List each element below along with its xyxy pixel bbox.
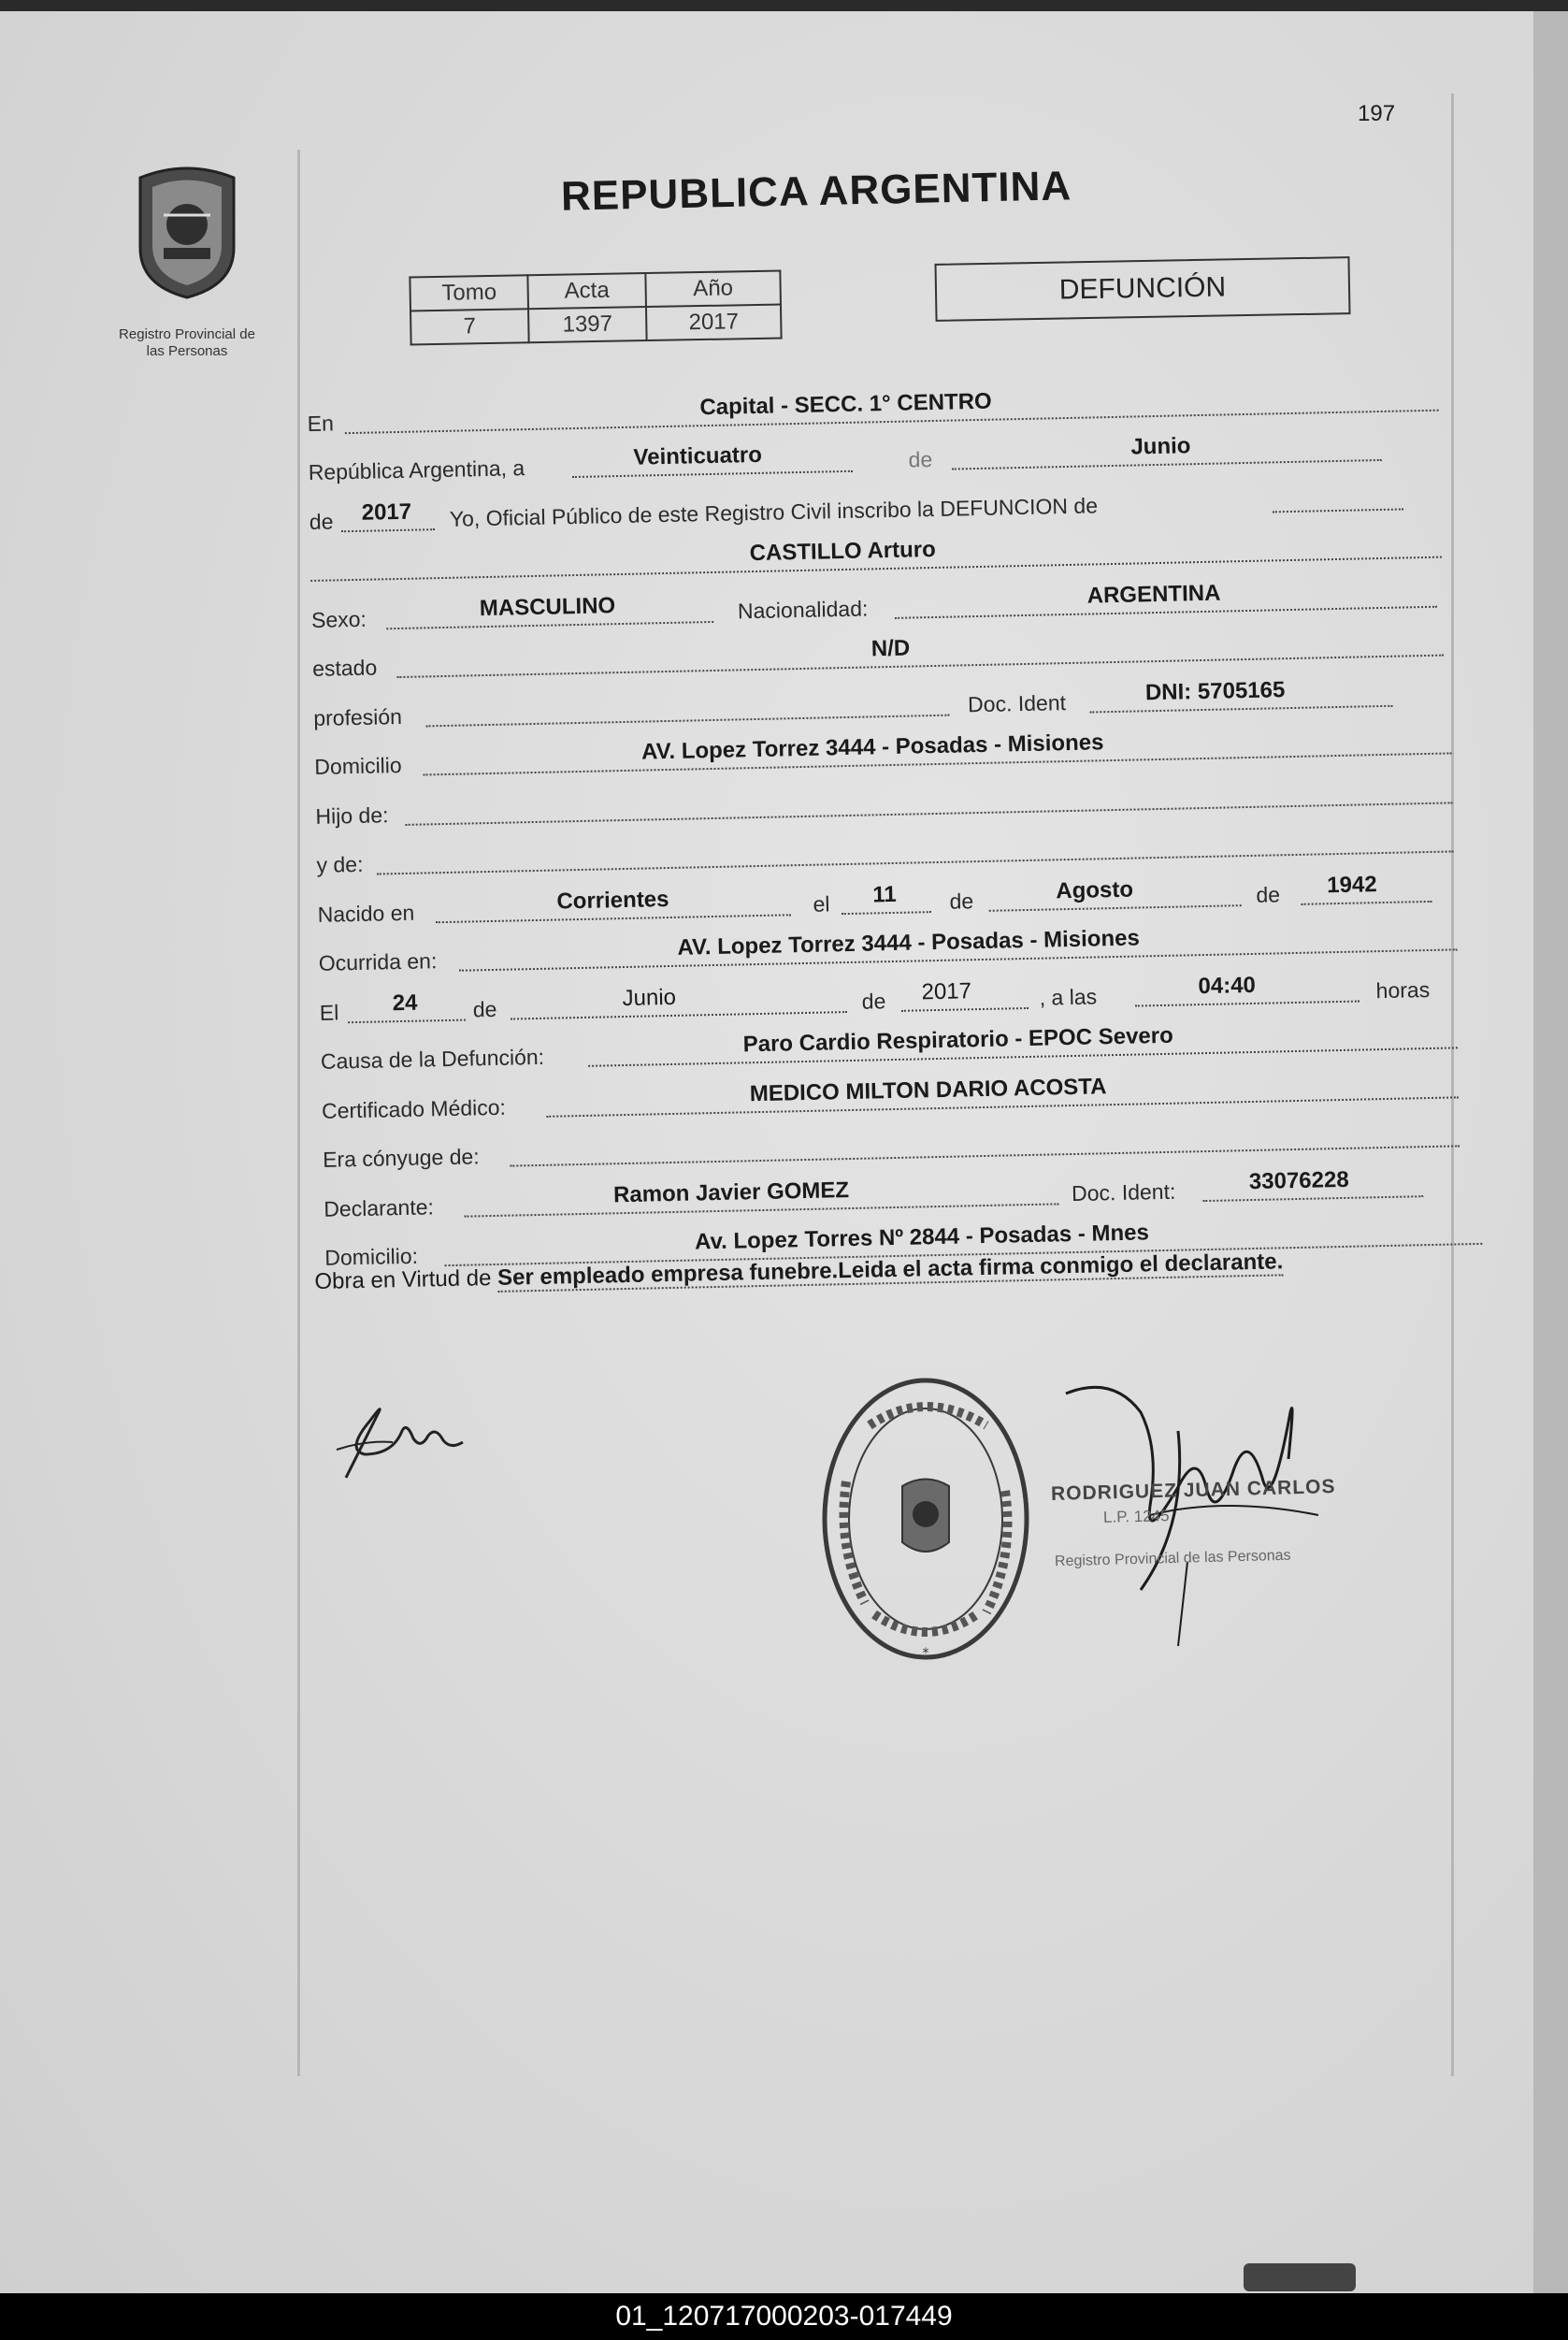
tomo-header: Tomo xyxy=(410,275,528,311)
civil-registry-stamp-icon xyxy=(813,1369,1038,1668)
registry-seal-block xyxy=(94,159,281,360)
domicilio2-value: Av. Lopez Torres Nº 2844 - Posadas - Mnes xyxy=(694,1220,1150,1255)
birth-year-value: 1942 xyxy=(1326,871,1377,898)
official-name: RODRIGUEZ JUAN CARLOS xyxy=(1050,1476,1336,1505)
inscribo-text: Yo, Oficial Público de este Registro Civil inscribo la DEFUNCION de xyxy=(449,492,1099,531)
death-time-value: 04:40 xyxy=(1198,972,1257,999)
declarante-value: Ramon Javier GOMEZ xyxy=(612,1177,850,1207)
official-registry: Registro Provincial de las Personas xyxy=(1054,1547,1291,1570)
inscribo-de-label: de xyxy=(309,508,334,534)
doc-ident-label: Doc. Ident xyxy=(967,689,1067,716)
domicilio-value: AV. Lopez Torrez 3444 - Posadas - Misiones xyxy=(640,729,1104,765)
causa-label: Causa de la Defunción: xyxy=(320,1044,545,1074)
deceased-name-value: CASTILLO Arturo xyxy=(749,536,937,567)
en-value: Capital - SECC. 1° CENTRO xyxy=(699,388,992,420)
nacido-de-label-1: de xyxy=(949,888,974,914)
declarante-doc-label: Doc. Ident: xyxy=(1071,1178,1176,1206)
document-title: REPUBLICA ARGENTINA xyxy=(560,163,1072,220)
estado-label: estado xyxy=(311,655,378,681)
nacionalidad-value: ARGENTINA xyxy=(1086,580,1221,609)
sexo-value: MASCULINO xyxy=(479,592,616,621)
causa-value: Paro Cardio Respiratorio - EPOC Severo xyxy=(742,1022,1174,1058)
el-de-label-2: de xyxy=(861,988,886,1014)
nacido-el-label: el xyxy=(813,890,830,917)
nacionalidad-label: Nacionalidad: xyxy=(737,595,869,623)
ocurrida-label: Ocurrida en: xyxy=(318,948,438,975)
ano-value: 2017 xyxy=(646,305,782,341)
death-month-value: Junio xyxy=(622,984,677,1011)
profesion-label: profesión xyxy=(313,703,403,730)
nacido-de-label-2: de xyxy=(1256,881,1281,907)
death-day-value: 24 xyxy=(392,989,418,1016)
registry-caption-line-2: las Personas xyxy=(146,343,228,359)
official-signature-icon xyxy=(1038,1375,1393,1655)
obra-value: Ser empleado empresa funebre.Leida el acta firma conmigo el declarante. xyxy=(496,1249,1284,1291)
doc-ident-value: DNI: 5705165 xyxy=(1144,676,1286,705)
domicilio2-label: Domicilio: xyxy=(324,1243,419,1270)
hijo-label: Hijo de: xyxy=(315,802,389,829)
republica-label: República Argentina, a xyxy=(308,455,525,484)
next-page-seal-fragment xyxy=(1244,2263,1356,2291)
certificado-label: Certificado Médico: xyxy=(321,1094,507,1123)
acta-header: Acta xyxy=(527,273,646,309)
acta-value: 1397 xyxy=(528,307,647,342)
issue-year-value: 2017 xyxy=(361,498,412,526)
domicilio-label: Domicilio xyxy=(314,752,402,779)
estado-value: N/D xyxy=(870,635,911,662)
inscribo-fill-line xyxy=(1272,480,1403,513)
el-label: El xyxy=(319,999,339,1025)
yde-label: y de: xyxy=(316,851,364,877)
official-license: L.P. 1245 xyxy=(1102,1507,1170,1526)
obra-label: Obra en Virtud de xyxy=(314,1265,492,1294)
issue-month-value: Junio xyxy=(1130,433,1191,460)
reference-table xyxy=(409,270,782,346)
ano-header: Año xyxy=(645,271,781,308)
registry-caption-line-1: Registro Provincial de xyxy=(119,326,255,342)
en-label: En xyxy=(307,410,335,436)
death-year-value: 2017 xyxy=(921,977,972,1004)
death-record-form xyxy=(307,369,1447,1277)
ocurrida-value: AV. Lopez Torrez 3444 - Posadas - Misiones xyxy=(677,925,1141,961)
horas-label: horas xyxy=(1375,976,1431,1003)
nacido-label: Nacido en xyxy=(317,900,415,927)
tomo-value: 7 xyxy=(410,309,529,344)
death-month-fill-line xyxy=(510,983,847,1020)
birth-place-value: Corrientes xyxy=(556,886,669,915)
birth-month-value: Agosto xyxy=(1056,876,1134,903)
declarante-label: Declarante: xyxy=(324,1193,435,1221)
el-de-label-1: de xyxy=(472,996,497,1021)
left-margin-line xyxy=(297,150,300,2076)
alas-label: , a las xyxy=(1039,983,1098,1010)
declarante-doc-value: 33076228 xyxy=(1248,1166,1349,1194)
image-caption: 01_120717000203-017449 xyxy=(0,2293,1568,2340)
registry-caption xyxy=(94,326,281,360)
page-number: 197 xyxy=(1358,101,1396,126)
conyuge-label: Era cónyuge de: xyxy=(322,1144,480,1172)
svg-text:*: * xyxy=(922,1646,929,1661)
sexo-label: Sexo: xyxy=(310,606,367,632)
left-signature-icon xyxy=(327,1384,477,1496)
page-edge xyxy=(1533,11,1568,2293)
act-type-box: DEFUNCIÓN xyxy=(934,256,1350,322)
de-label: de xyxy=(908,447,933,472)
profesion-fill-line xyxy=(425,686,950,727)
birth-day-value: 11 xyxy=(872,881,898,907)
province-seal-icon xyxy=(126,159,248,299)
issue-day-value: Veinticuatro xyxy=(633,441,763,470)
certificado-value: MEDICO MILTON DARIO ACOSTA xyxy=(749,1073,1107,1106)
